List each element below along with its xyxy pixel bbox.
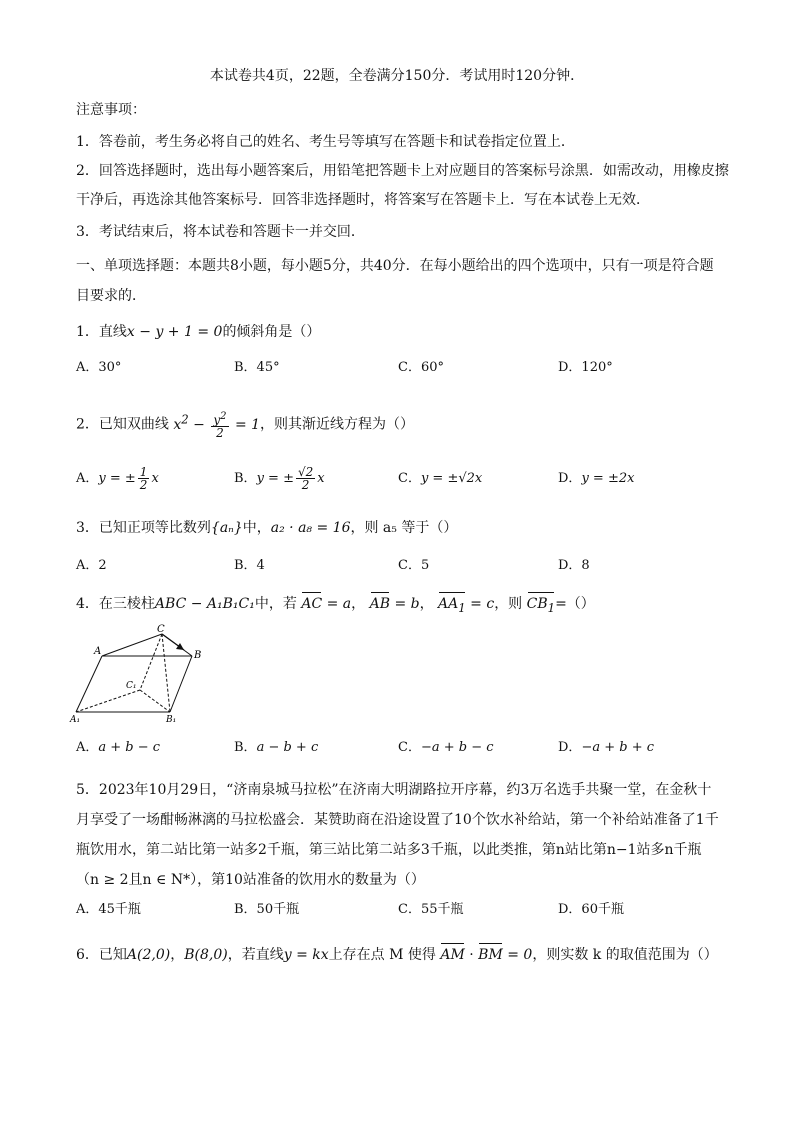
q4-label-a1: A₁ [70,715,81,725]
q1-option-d[interactable]: D．120° [558,360,613,375]
q4-label-a: A [94,646,102,657]
q2-suffix: ，则其渐近线方程为（） [260,416,415,433]
q3-stem: 3．已知正项等比数列{aₙ}中，a₂ · a₈ = 16，则 a₅ 等于（） [76,520,458,536]
q2-fraction: $\frac{y^2}{2}$ [213,410,227,440]
notice-item-2a: 2．回答选择题时，选出每小题答案后，用铅笔把答题卡上对应题目的答案标号涂黑．如需改动，用橡皮擦 [76,163,729,179]
q3-condition: a₂ · a₈ = 16 [270,520,351,536]
q1-option-c[interactable]: C．60° [398,360,444,375]
q4-prism: ABC − A₁B₁C₁ [154,596,255,612]
notice-item-1: 1．答卷前，考生务必将自己的姓名、考生号等填写在答题卡和试卷指定位置上． [76,134,575,150]
q5-line3: 瓶饮用水，第二站比第一站多2千瓶，第三站比第二站多3千瓶，以此类推，第n站比第n−1站多n千瓶 [76,842,702,858]
q6-stem: 6．已知A(2,0)，B(8,0)，若直线y = kx上存在点 M 使得 AM · BM = 0，则实数 k 的取值范围为（） [76,947,718,963]
q1-option-a[interactable]: A．30° [76,360,122,375]
notice-item-2b: 干净后，再选涂其他答案标号．回答非选择题时，将答案写在答题卡上．写在本试卷上无效． [76,192,650,208]
q4-option-b[interactable]: B．a − b + c [234,740,319,755]
q4-option-c[interactable]: C．−a + b − c [398,740,494,755]
q3-sequence: {aₙ} [210,520,243,536]
section1-line2: 目要求的． [76,288,146,304]
q2-option-c[interactable]: C．y = ±√2x [398,471,483,486]
q6-point-a: A(2,0) [126,947,171,963]
q3-option-a[interactable]: A．2 [76,558,107,573]
q4-option-d[interactable]: D．−a + b + c [558,740,654,755]
q2-stem [76,404,732,440]
q4-stem: 4．在三棱柱ABC − A₁B₁C₁中，若 AC = a， AB = b， $AA_1 = c$，则 $CB_1=()$ [76,594,732,618]
q5-option-b[interactable]: B．50千瓶 [234,902,300,917]
q5-line1: 5．2023年10月29日，“济南泉城马拉松”在济南大明湖路拉开序幕，约3万名选手共聚一堂，在金秋十 [76,782,712,798]
q4-prism-figure [66,622,216,726]
q3-option-b[interactable]: B．4 [234,558,265,573]
q5-line4: （n ≥ 2且n ∈ N*），第10站准备的饮用水的数量为（） [76,872,425,888]
q4-label-c1: C₁ [126,681,137,691]
q4-option-a[interactable]: A．a + b − c [76,740,161,755]
q5-line2: 月享受了一场酣畅淋漓的马拉松盛会．某赞助商在沿途设置了10个饮水补给站，第一个补给站准备了1千 [76,812,719,828]
q2-option-d[interactable]: D．y = ±2x [558,471,635,486]
notice-title: 注意事项： [76,102,146,118]
q2-prefix: 2．已知双曲线 [76,416,169,433]
q6-line: y = kx [283,947,329,963]
q5-option-d[interactable]: D．60千瓶 [558,902,624,917]
q1-suffix: 的倾斜角是（） [222,324,321,340]
q3-option-c[interactable]: C．5 [398,558,430,573]
q6-point-b: B(8,0) [184,947,228,963]
q2-option-b[interactable]: B．y = ± $\frac{√2}{2}$ x [234,465,325,492]
exam-intro: 本试卷共4页，22题，全卷满分150分．考试用时120分钟． [209,68,585,84]
q4-label-b: B [194,650,202,661]
q3-option-d[interactable]: D．8 [558,558,590,573]
q5-option-c[interactable]: C．55千瓶 [398,902,464,917]
notice-item-3: 3．考试结束后，将本试卷和答题卡一并交回． [76,224,365,240]
q4-label-b1: B₁ [166,715,177,725]
section1-line1: 一、单项选择题：本题共8小题，每小题5分，共40分．在每小题给出的四个选项中，只有一项是符合题 [76,258,714,274]
q2-option-a[interactable]: A．y = ± $\frac{1}{2}$ x [76,465,159,492]
q2-equation: $x^2$ − $\frac{y^2}{2}$ = 1 [173,410,261,440]
q1-expr: x − y + 1 = 0 [126,324,223,340]
q5-option-a[interactable]: A．45千瓶 [76,902,141,917]
q4-label-c: C [157,624,165,635]
q1-stem [76,322,732,342]
q1-prefix: 1．直线 [76,324,127,340]
q1-option-b[interactable]: B．45° [234,360,280,375]
